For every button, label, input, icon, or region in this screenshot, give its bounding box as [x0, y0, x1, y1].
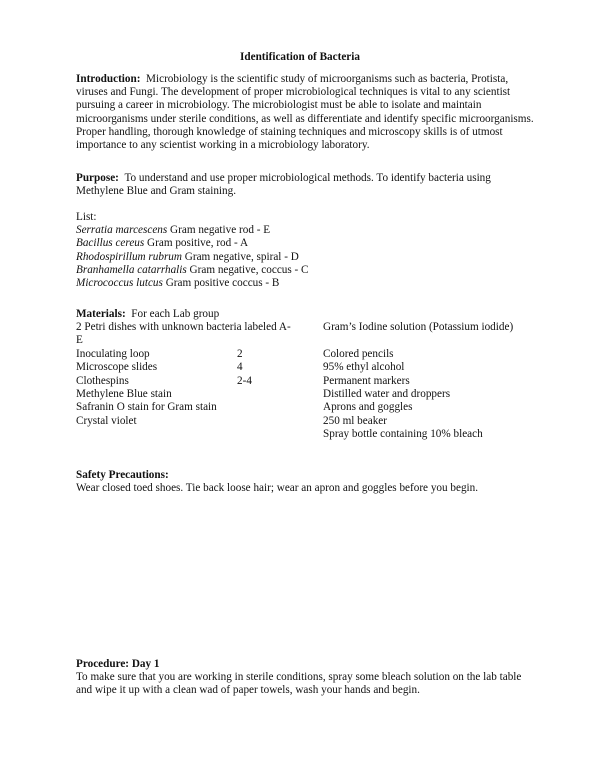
materials-count-column	[237, 321, 277, 428]
species-name: Bacillus cereus	[76, 237, 145, 250]
material-count: 2	[237, 347, 243, 360]
material-count	[237, 388, 277, 401]
introduction-paragraph	[76, 73, 536, 152]
materials-label: Materials:	[76, 308, 126, 320]
species-name: Branhamella catarrhalis	[76, 263, 187, 276]
species-description: Gram positive, rod - A	[147, 237, 249, 250]
purpose-text: To understand and use proper microbiological methods. To identify bacteria using Methylene Blue and Gram staining.	[76, 172, 491, 198]
material-count	[237, 415, 277, 428]
species-description: Gram negative rod - E	[170, 224, 271, 237]
purpose-paragraph	[76, 172, 536, 198]
material-item: Permanent markers	[323, 374, 410, 387]
species-name: Rhodospirillum rubrum	[76, 250, 182, 263]
material-count	[237, 401, 277, 414]
procedure-label: Procedure: Day 1	[76, 658, 160, 670]
material-item: Clothespins	[76, 374, 129, 387]
material-count: 2-4	[237, 374, 252, 387]
safety-label: Safety Precautions:	[76, 469, 169, 481]
safety-text: Wear closed toed shoes. Tie back loose hair; wear an apron and goggles before you begin.	[76, 482, 479, 495]
materials-subtitle: For each Lab group	[131, 308, 220, 320]
species-description: Gram positive coccus - B	[165, 277, 280, 290]
material-item: Spray bottle containing 10% bleach	[323, 428, 483, 441]
species-name: Serratia marcescens	[76, 224, 168, 237]
procedure-text: To make sure that you are working in sterile conditions, spray some bleach solution on the lab table and wipe it up with a clean wad of paper towels, wash your hands and begin.	[76, 671, 522, 697]
material-item: Microscope slides	[76, 361, 158, 374]
list-item	[76, 264, 536, 277]
material-item: Distilled water and droppers	[323, 387, 451, 400]
material-item: 95% ethyl alcohol	[323, 361, 405, 374]
species-description: Gram negative, spiral - D	[184, 250, 299, 263]
list-item	[76, 251, 536, 264]
material-count	[237, 321, 277, 348]
material-item: 2 Petri dishes with unknown bacteria labeled A-E	[76, 321, 291, 347]
list-item	[76, 277, 536, 290]
introduction-label: Introduction:	[76, 73, 141, 85]
list-heading: List:	[76, 211, 97, 223]
species-name: Micrococcus lutcus	[76, 277, 163, 290]
list-item	[76, 237, 536, 250]
material-item: Aprons and goggles	[323, 401, 413, 414]
material-item: Gram’s Iodine solution (Potassium iodide)	[323, 321, 514, 333]
material-item: Colored pencils	[323, 347, 394, 360]
procedure-section	[76, 658, 536, 698]
material-item: Crystal violet	[76, 414, 137, 427]
species-description: Gram negative, coccus - C	[189, 263, 309, 276]
bacteria-list	[76, 211, 536, 290]
list-item	[76, 224, 536, 237]
purpose-label: Purpose:	[76, 172, 119, 184]
material-item: Methylene Blue stain	[76, 387, 172, 400]
material-item: 250 ml beaker	[323, 414, 387, 427]
material-count: 4	[237, 361, 243, 374]
material-item: Inoculating loop	[76, 347, 150, 360]
safety-section	[76, 469, 536, 495]
material-item	[323, 334, 563, 347]
materials-right-column	[323, 321, 563, 442]
page-title: Identification of Bacteria	[240, 51, 360, 63]
materials-heading	[76, 308, 219, 321]
material-item: Safranin O stain for Gram stain	[76, 401, 217, 414]
introduction-text: Microbiology is the scientific study of microorganisms such as bacteria, Protista, viruses and Fungi. The development of proper microbiological techniques is vital to any scientist pursuing a career in microbiology. The microbiologist must be able to isolate and maintain microorganisms under sterile conditions, as well as differentiate and identify specific microorganisms. Proper handling, thorough knowledge of staining techniques and microscopy skills is of utmost importance to any scientist working in a microbiology laboratory.	[76, 73, 534, 152]
